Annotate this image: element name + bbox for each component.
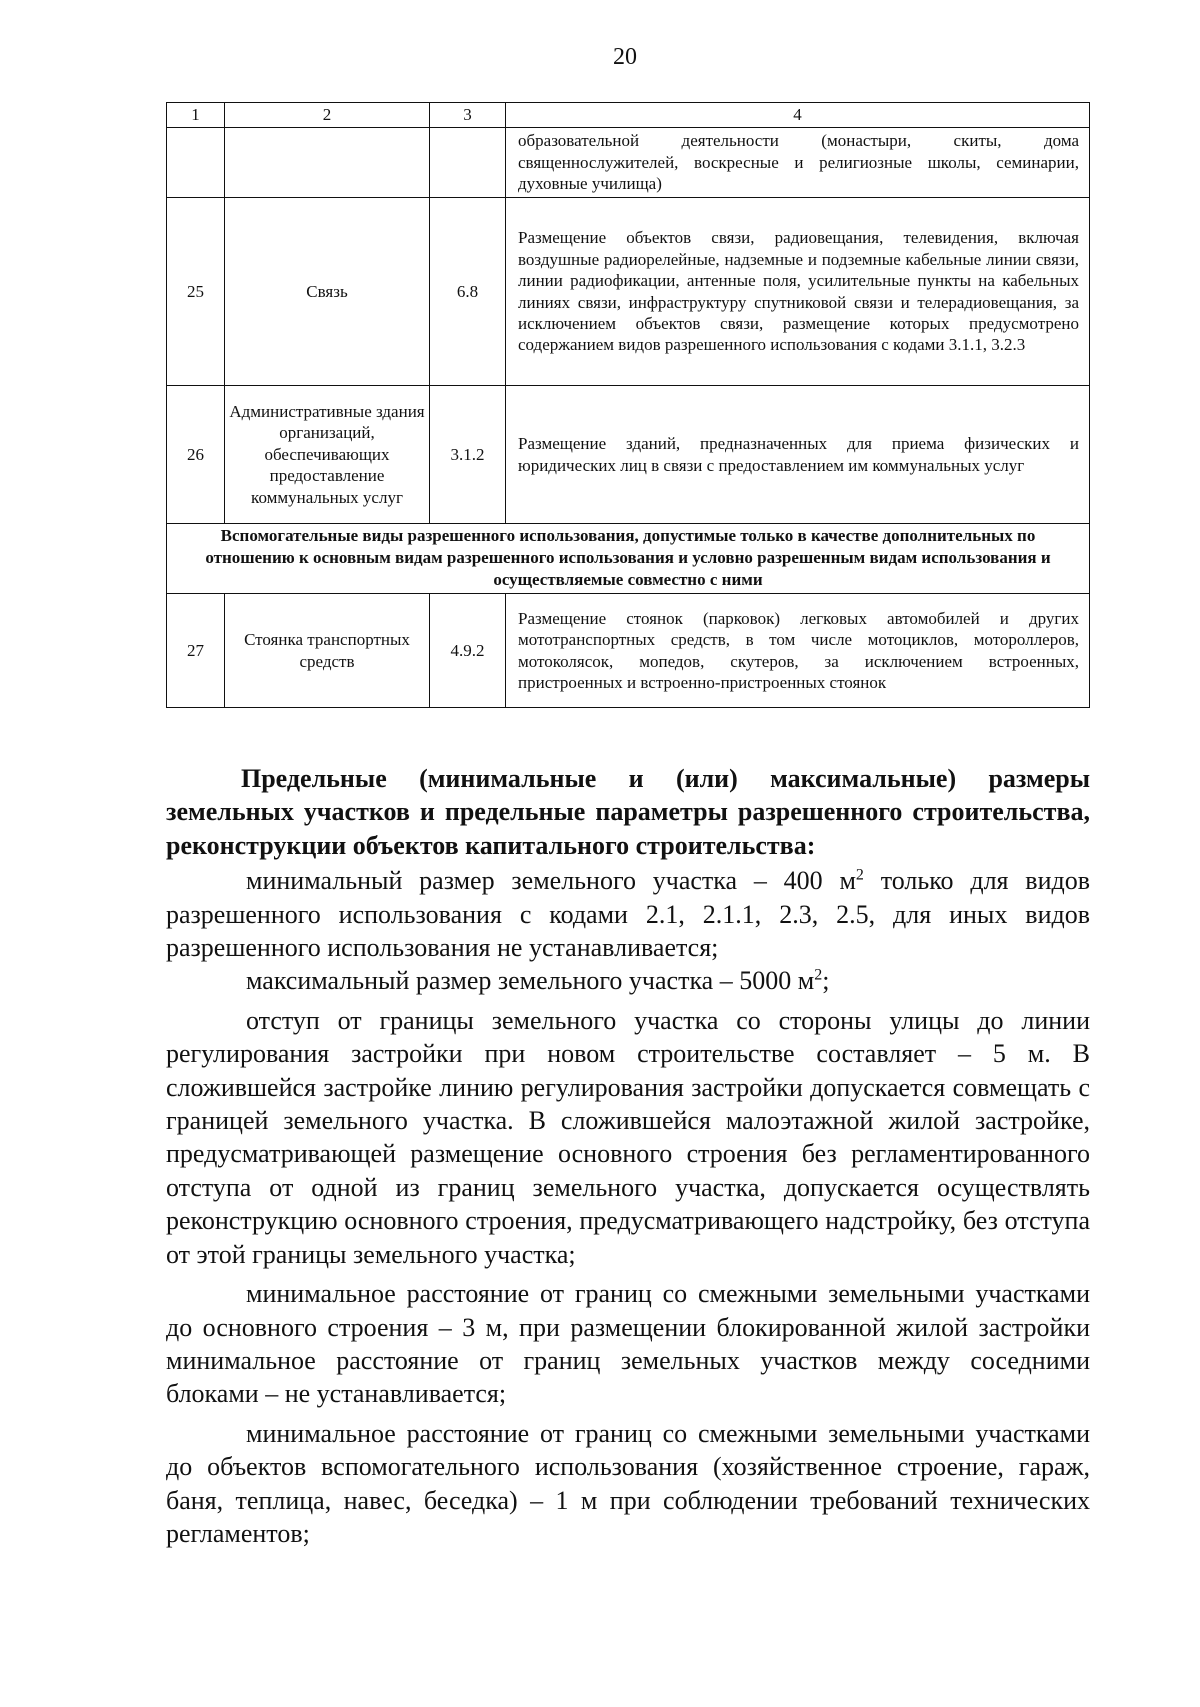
table-row	[167, 198, 1090, 386]
land-use-table	[166, 102, 1090, 708]
row-number	[167, 128, 225, 198]
column-header: 1	[167, 103, 225, 128]
use-type-code	[430, 128, 506, 198]
use-type-code: 6.8	[430, 198, 506, 386]
use-type-description: образовательной деятельности (монастыри, скиты, дома священнослужителей, воскресные и религиозные школы, семинарии, духовные училища)	[506, 128, 1090, 198]
use-type-name: Административные здания организаций, обеспечивающих предоставление коммунальных услуг	[225, 386, 430, 524]
table-section-row	[167, 524, 1090, 594]
table-header-row	[167, 103, 1090, 128]
table-row	[167, 594, 1090, 708]
paragraph-text: только для видов разрешенного использования с кодами 2.1, 2.1.1, 2.3, 2.5, для иных видов разрешенного использования не устанавливается;	[166, 866, 1090, 963]
heading-line: земельных участков и предельные параметры разрешенного строительства, реконструкции объектов капитального строительства:	[166, 797, 1090, 860]
use-type-name: Стоянка транспортных средств	[225, 594, 430, 708]
use-type-code: 4.9.2	[430, 594, 506, 708]
superscript: 2	[855, 866, 864, 884]
column-header: 4	[506, 103, 1090, 128]
paragraph-text: ;	[822, 966, 830, 996]
section-title: Вспомогательные виды разрешенного использования, допустимые только в качестве дополнительных по отношению к основным видам разрешенного использования и условно разрешенным видам использования и осуществляемые совместно с ними	[167, 524, 1090, 594]
table-row	[167, 128, 1090, 198]
paragraph: минимальное расстояние от границ со смежными земельными участками до основного строения – 3 м, при размещении блокированной жилой застройки минимальное расстояние от границ земельных участков между соседними блоками – не устанавливается;	[166, 1279, 1090, 1409]
superscript: 2	[814, 966, 823, 984]
column-header: 3	[430, 103, 506, 128]
row-number: 26	[167, 386, 225, 524]
paragraph: минимальное расстояние от границ со смежными земельными участками до объектов вспомогательного использования (хозяйственное строение, гараж, баня, теплица, навес, беседка) – 1 м при соблюдении требований технических регламентов;	[166, 1418, 1090, 1548]
section-heading	[166, 762, 1090, 862]
paragraph	[166, 964, 1090, 997]
use-type-description: Размещение объектов связи, радиовещания, телевидения, включая воздушные радиорелейные, надземные и подземные кабельные линии связи, линии радиофикации, антенные поля, усилительные пункты на кабельных линиях связи, инфраструктуру спутниковой связи и телерадиовещания, за исключением объектов связи, размещение которых предусмотрено содержанием видов разрешенного использования с кодами 3.1.1, 3.2.3	[506, 198, 1090, 386]
paragraph	[166, 864, 1090, 964]
paragraph-text: минимальный размер земельного участка – 400 м	[246, 866, 856, 896]
column-header: 2	[225, 103, 430, 128]
row-number: 27	[167, 594, 225, 708]
use-type-description: Размещение стоянок (парковок) легковых автомобилей и других мототранспортных средств, в том числе мотоциклов, мотороллеров, мотоколясок, мопедов, скутеров, за исключением встроенных, пристроенных и встроенно-пристроенных стоянок	[506, 594, 1090, 708]
parameters-section	[166, 762, 1090, 1550]
use-type-name	[225, 128, 430, 198]
table-row	[167, 386, 1090, 524]
paragraph: отступ от границы земельного участка со стороны улицы до линии регулирования застройки при новом строительстве составляет – 5 м. В сложившейся застройке линию регулирования застройки допускается совмещать с границей земельного участка. В сложившейся малоэтажной жилой застройке, предусматривающей размещение основного строения без регламентированного отступа от одной из границ земельного участка, допускается осуществлять реконструкцию основного строения, предусматривающего надстройку, без отступа от этой границы земельного участка;	[166, 1005, 1090, 1269]
paragraph-text: максимальный размер земельного участка – 5000 м	[246, 966, 815, 996]
page-number: 20	[613, 44, 637, 70]
use-type-name: Связь	[225, 198, 430, 386]
use-type-code: 3.1.2	[430, 386, 506, 524]
use-type-description: Размещение зданий, предназначенных для приема физических и юридических лиц в связи с предоставлением им коммунальных услуг	[506, 386, 1090, 524]
row-number: 25	[167, 198, 225, 386]
heading-line: Предельные (минимальные и (или) максимальные) размеры	[241, 764, 1090, 793]
